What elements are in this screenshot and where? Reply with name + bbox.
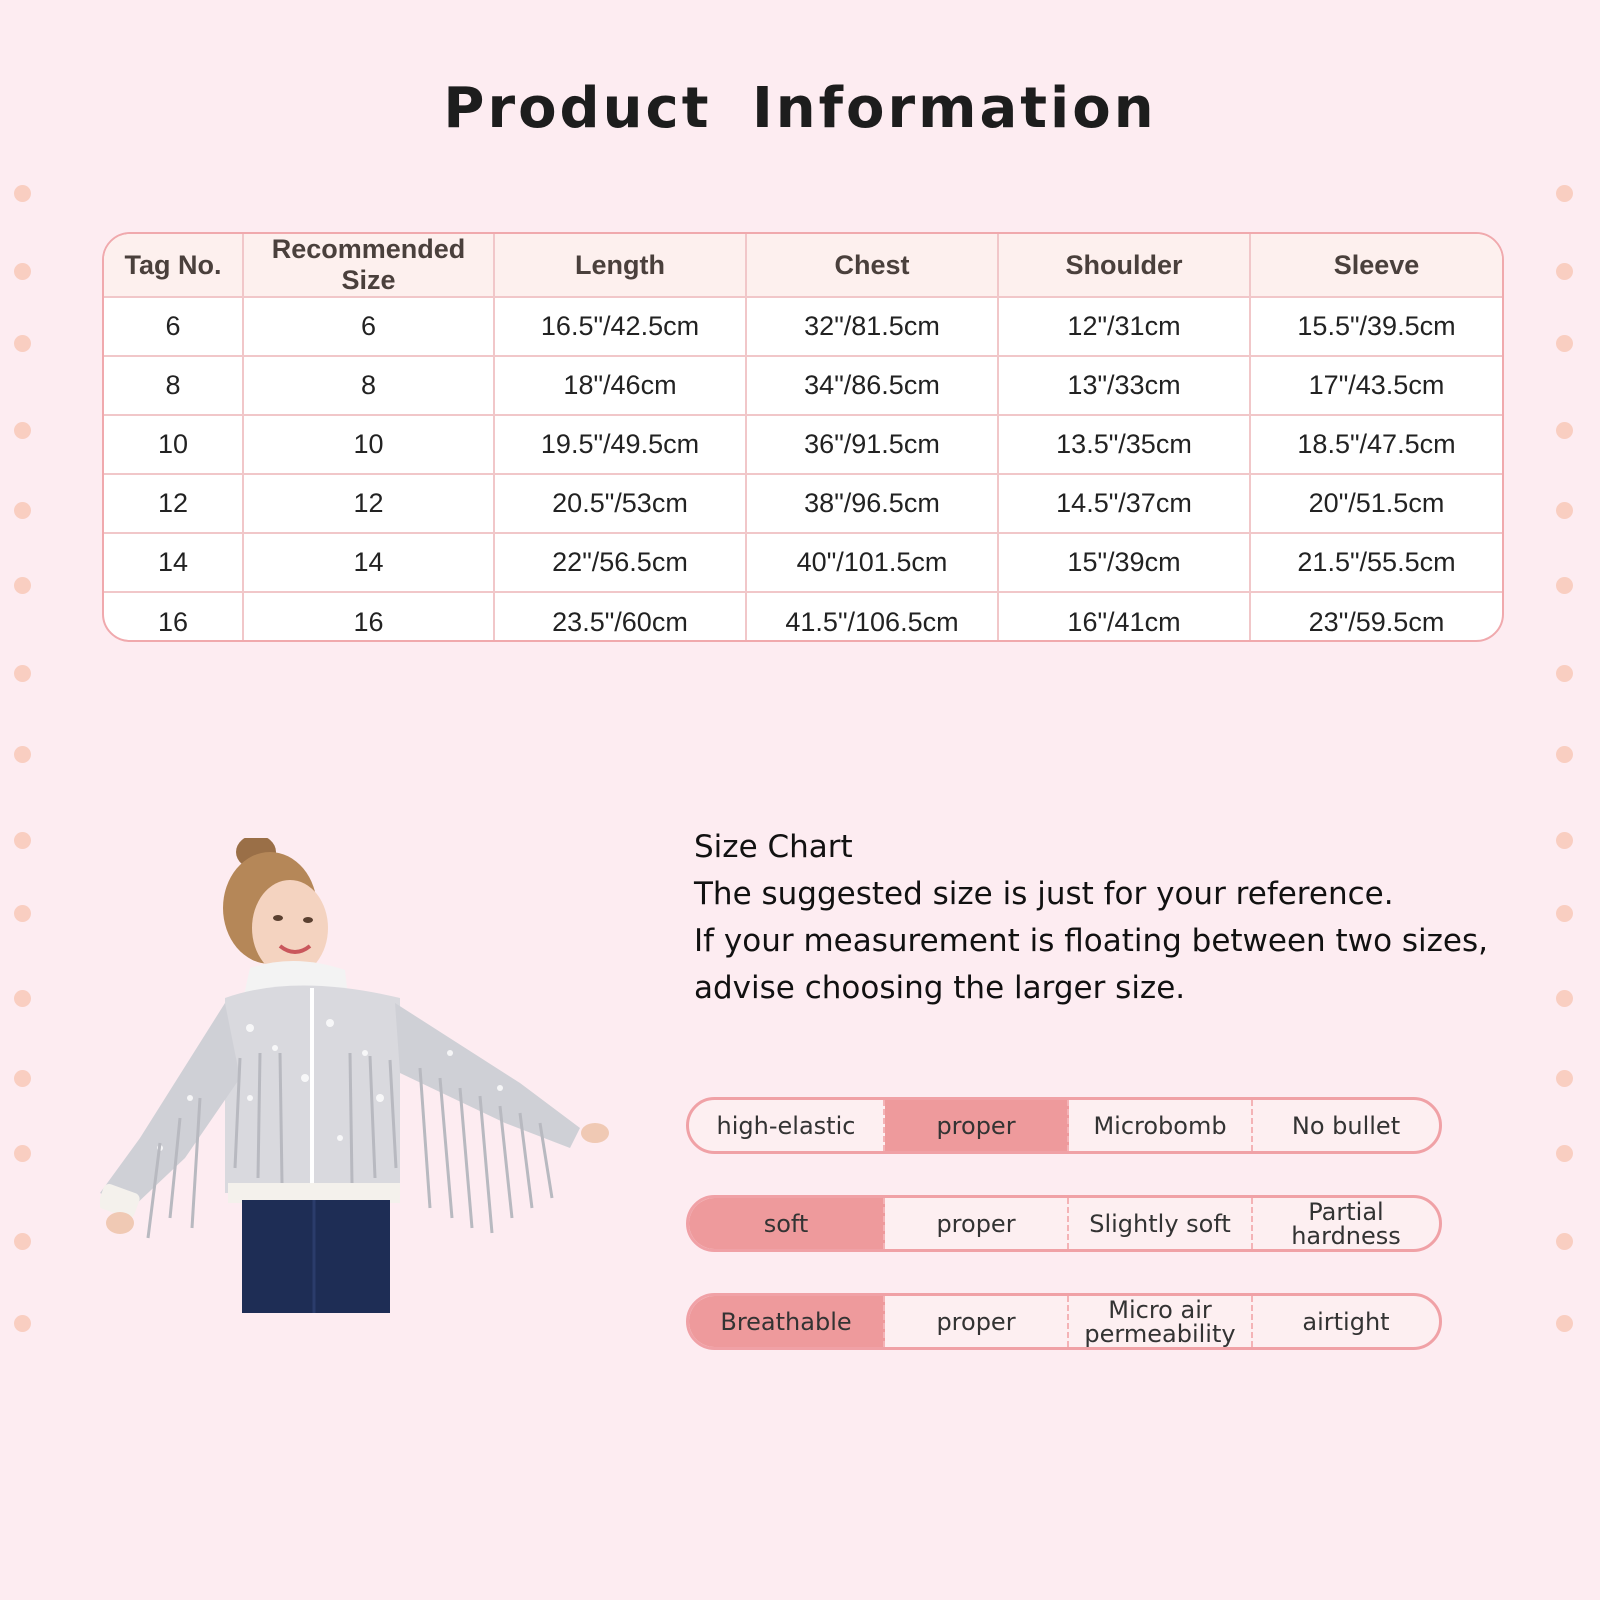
header-shoulder: Shoulder — [998, 234, 1250, 297]
decorative-dot — [1556, 1233, 1573, 1250]
table-row — [104, 356, 1502, 415]
cell-recommended-size: 12 — [243, 474, 494, 533]
page-title: Product Information — [443, 76, 1157, 141]
decorative-dot — [1556, 422, 1573, 439]
cell-shoulder: 14.5"/37cm — [998, 474, 1250, 533]
header-chest: Chest — [746, 234, 998, 297]
cell-tag-no: 10 — [104, 415, 243, 474]
left-dot-border — [14, 0, 54, 1600]
elasticity-option: Microbomb — [1069, 1100, 1253, 1151]
cell-shoulder: 13.5"/35cm — [998, 415, 1250, 474]
softness-option: proper — [885, 1198, 1069, 1249]
cell-recommended-size: 16 — [243, 592, 494, 642]
elasticity-option: high-elastic — [689, 1100, 885, 1151]
decorative-dot — [14, 263, 31, 280]
cell-recommended-size: 8 — [243, 356, 494, 415]
cell-length: 22"/56.5cm — [494, 533, 746, 592]
decorative-dot — [1556, 263, 1573, 280]
size-chart-line-1: The suggested size is just for your reference. — [694, 876, 1394, 912]
cell-sleeve: 18.5"/47.5cm — [1250, 415, 1502, 474]
cell-chest: 34"/86.5cm — [746, 356, 998, 415]
table-row — [104, 415, 1502, 474]
cell-tag-no: 8 — [104, 356, 243, 415]
size-chart-line-2: If your measurement is floating between two sizes, — [694, 923, 1488, 959]
size-table — [102, 232, 1504, 642]
jacket-left-sleeve — [100, 1003, 240, 1208]
model-photo — [100, 838, 630, 1313]
cell-shoulder: 12"/31cm — [998, 297, 1250, 356]
elasticity-option: No bullet — [1291, 1111, 1401, 1140]
decorative-dot — [1556, 832, 1573, 849]
cell-shoulder: 15"/39cm — [998, 533, 1250, 592]
decorative-dot — [14, 665, 31, 682]
elasticity-option: proper — [885, 1100, 1069, 1151]
softness-option: soft — [689, 1198, 885, 1249]
cell-chest: 41.5"/106.5cm — [746, 592, 998, 642]
cell-chest: 32"/81.5cm — [746, 297, 998, 356]
decorative-dot — [14, 185, 31, 202]
header-sleeve: Sleeve — [1250, 234, 1502, 297]
cell-shoulder: 13"/33cm — [998, 356, 1250, 415]
size-table-header-row — [104, 234, 1502, 297]
jeans — [242, 1200, 390, 1313]
cell-tag-no: 12 — [104, 474, 243, 533]
cell-recommended-size: 10 — [243, 415, 494, 474]
cell-chest: 38"/96.5cm — [746, 474, 998, 533]
decorative-dot — [14, 422, 31, 439]
cell-chest: 36"/91.5cm — [746, 415, 998, 474]
breathability-scale — [686, 1293, 1442, 1350]
breathability-option: airtight — [1302, 1307, 1390, 1336]
elasticity-scale — [686, 1097, 1442, 1154]
header-recommended-size: Recommended Size — [243, 234, 494, 297]
size-chart-line-3: advise choosing the larger size. — [694, 970, 1186, 1006]
softness-option: Partial hardness — [1291, 1198, 1401, 1249]
decorative-dot — [1556, 905, 1573, 922]
decorative-dot — [14, 832, 31, 849]
table-row — [104, 297, 1502, 356]
decorative-dot — [1556, 185, 1573, 202]
decorative-dot — [1556, 1070, 1573, 1087]
decorative-dot — [14, 990, 31, 1007]
decorative-dot — [14, 1145, 31, 1162]
cell-sleeve: 15.5"/39.5cm — [1250, 297, 1502, 356]
cell-length: 19.5"/49.5cm — [494, 415, 746, 474]
cell-length: 16.5"/42.5cm — [494, 297, 746, 356]
decorative-dot — [1556, 1145, 1573, 1162]
cell-shoulder: 16"/41cm — [998, 592, 1250, 642]
size-chart-note — [694, 824, 1488, 1012]
decorative-dot — [1556, 577, 1573, 594]
cell-sleeve: 21.5"/55.5cm — [1250, 533, 1502, 592]
decorative-dot — [14, 1315, 31, 1332]
cell-sleeve: 20"/51.5cm — [1250, 474, 1502, 533]
cell-sleeve: 17"/43.5cm — [1250, 356, 1502, 415]
cell-length: 18"/46cm — [494, 356, 746, 415]
size-chart-heading: Size Chart — [694, 829, 853, 865]
table-row — [104, 474, 1502, 533]
decorative-dot — [1556, 502, 1573, 519]
right-dot-border — [1556, 0, 1596, 1600]
decorative-dot — [14, 335, 31, 352]
decorative-dot — [1556, 335, 1573, 352]
decorative-dot — [14, 577, 31, 594]
cell-chest: 40"/101.5cm — [746, 533, 998, 592]
cell-length: 20.5"/53cm — [494, 474, 746, 533]
decorative-dot — [1556, 746, 1573, 763]
breathability-option: proper — [885, 1296, 1069, 1347]
decorative-dot — [1556, 665, 1573, 682]
cell-recommended-size: 14 — [243, 533, 494, 592]
softness-option: Slightly soft — [1069, 1198, 1253, 1249]
table-row — [104, 592, 1502, 642]
breathability-option: Micro air permeability — [1069, 1296, 1253, 1347]
cell-tag-no: 14 — [104, 533, 243, 592]
decorative-dot — [14, 905, 31, 922]
decorative-dot — [1556, 1315, 1573, 1332]
cell-tag-no: 16 — [104, 592, 243, 642]
decorative-dot — [14, 1233, 31, 1250]
softness-scale — [686, 1195, 1442, 1252]
decorative-dot — [1556, 990, 1573, 1007]
cell-tag-no: 6 — [104, 297, 243, 356]
breathability-option: Breathable — [689, 1296, 885, 1347]
cell-sleeve: 23"/59.5cm — [1308, 606, 1445, 637]
cell-length: 23.5"/60cm — [494, 592, 746, 642]
header-tag-no: Tag No. — [104, 234, 243, 297]
decorative-dot — [14, 1070, 31, 1087]
decorative-dot — [14, 502, 31, 519]
table-row — [104, 533, 1502, 592]
decorative-dot — [14, 746, 31, 763]
header-length: Length — [494, 234, 746, 297]
cell-recommended-size: 6 — [243, 297, 494, 356]
